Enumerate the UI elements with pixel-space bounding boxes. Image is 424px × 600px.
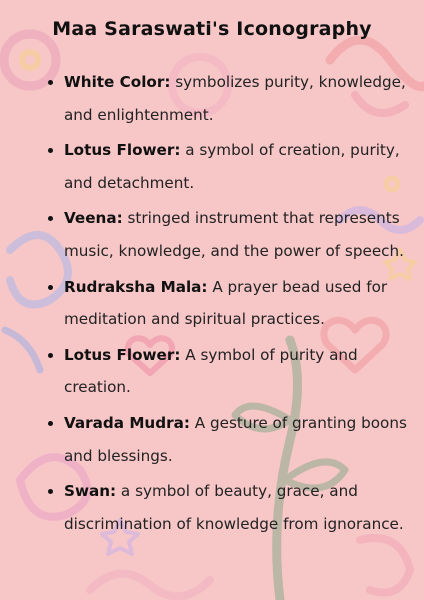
list-item [64,66,414,131]
list-item [64,271,414,336]
item-description: symbolizes purity, knowledge, and enlightenment. [64,73,406,124]
item-term: Lotus Flower: [64,345,181,364]
item-description: a symbol of beauty, grace, and discrimination of knowledge from ignorance. [64,482,404,533]
item-term: Lotus Flower: [64,141,181,160]
item-term: White Color: [64,73,171,91]
iconography-list [42,66,414,543]
list-item [64,339,414,404]
list-item [64,202,414,267]
item-term: Veena: [64,209,123,228]
item-description: A gesture of granting boons and blessings. [64,413,407,465]
page-title: Maa Saraswati's Iconography [52,18,372,40]
list-item [64,407,414,472]
item-description: stringed instrument that represents music, knowledge, and the power of speech. [64,209,404,260]
item-term: Swan: [64,482,117,501]
list-item [64,475,414,540]
item-term: Varada Mudra: [64,413,190,432]
item-description: A prayer bead used for meditation and spiritual practices. [64,277,388,329]
list-item [64,134,414,199]
item-description: A symbol of purity and creation. [64,345,358,397]
item-description: a symbol of creation, purity, and detachment. [64,141,400,192]
item-term: Rudraksha Mala: [64,277,208,296]
